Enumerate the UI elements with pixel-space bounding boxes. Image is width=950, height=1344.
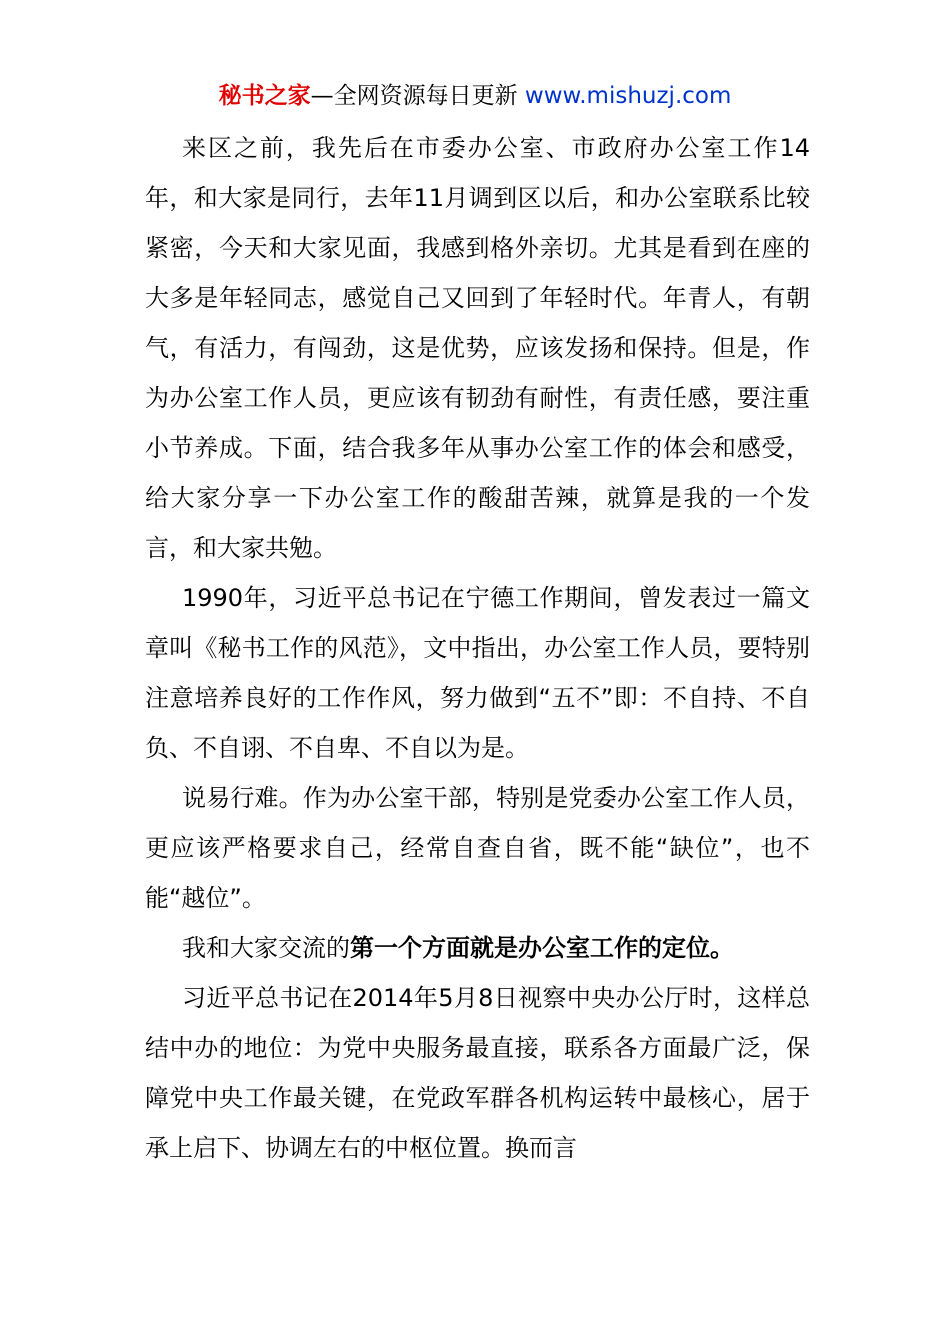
paragraph-intro [145, 123, 810, 573]
paragraph-quote [145, 573, 810, 773]
paragraph-positioning [145, 973, 810, 1173]
document-body [145, 123, 810, 1173]
paragraph-text: 1990年，习近平总书记在宁德工作期间，曾发表过一篇文章叫《秘书工作的风范》，文中指出，办公室工作人员，要特别注意培养良好的工作作风，努力做到“五不”即：不自持、不自负、不自诩、不自卑、不自以为是。 [145, 584, 810, 762]
site-url-link[interactable]: www.mishuzj.com [524, 83, 732, 109]
paragraph-text: 说易行难。作为办公室干部，特别是党委办公室工作人员，更应该严格要求自己，经常自查自省，既不能“缺位”，也不能“越位”。 [145, 784, 810, 912]
paragraph-short [145, 773, 810, 923]
site-tagline: —全网资源每日更新 [310, 83, 518, 109]
paragraph-text: 来区之前，我先后在市委办公室、市政府办公室工作14年，和大家是同行，去年11月调到区以后，和办公室联系比较紧密，今天和大家见面，我感到格外亲切。尤其是看到在座的大多是年轻同志，感觉自己又回到了年轻时代。年青人，有朝气，有活力，有闯劲，这是优势，应该发扬和保持。但是，作为办公室工作人员，更应该有韧劲有耐性，有责任感，要注重小节养成。下面，结合我多年从事办公室工作的体会和感受，给大家分享一下办公室工作的酸甜苦辣，就算是我的一个发言，和大家共勉。 [145, 134, 810, 562]
site-brand: 秘书之家 [218, 83, 311, 109]
site-header [0, 80, 950, 112]
paragraph-text: 习近平总书记在2014年5月8日视察中央办公厅时，这样总结中办的地位：为党中央服务最直接，联系各方面最广泛，保障党中央工作最关键，在党政军群各机构运转中最核心，居于承上启下、协调左右的中枢位置。换而言 [145, 984, 810, 1162]
paragraph-section-heading [145, 923, 810, 973]
paragraph-text: 我和大家交流的 [182, 934, 350, 962]
section-heading-bold: 第一个方面就是办公室工作的定位。 [350, 934, 734, 962]
